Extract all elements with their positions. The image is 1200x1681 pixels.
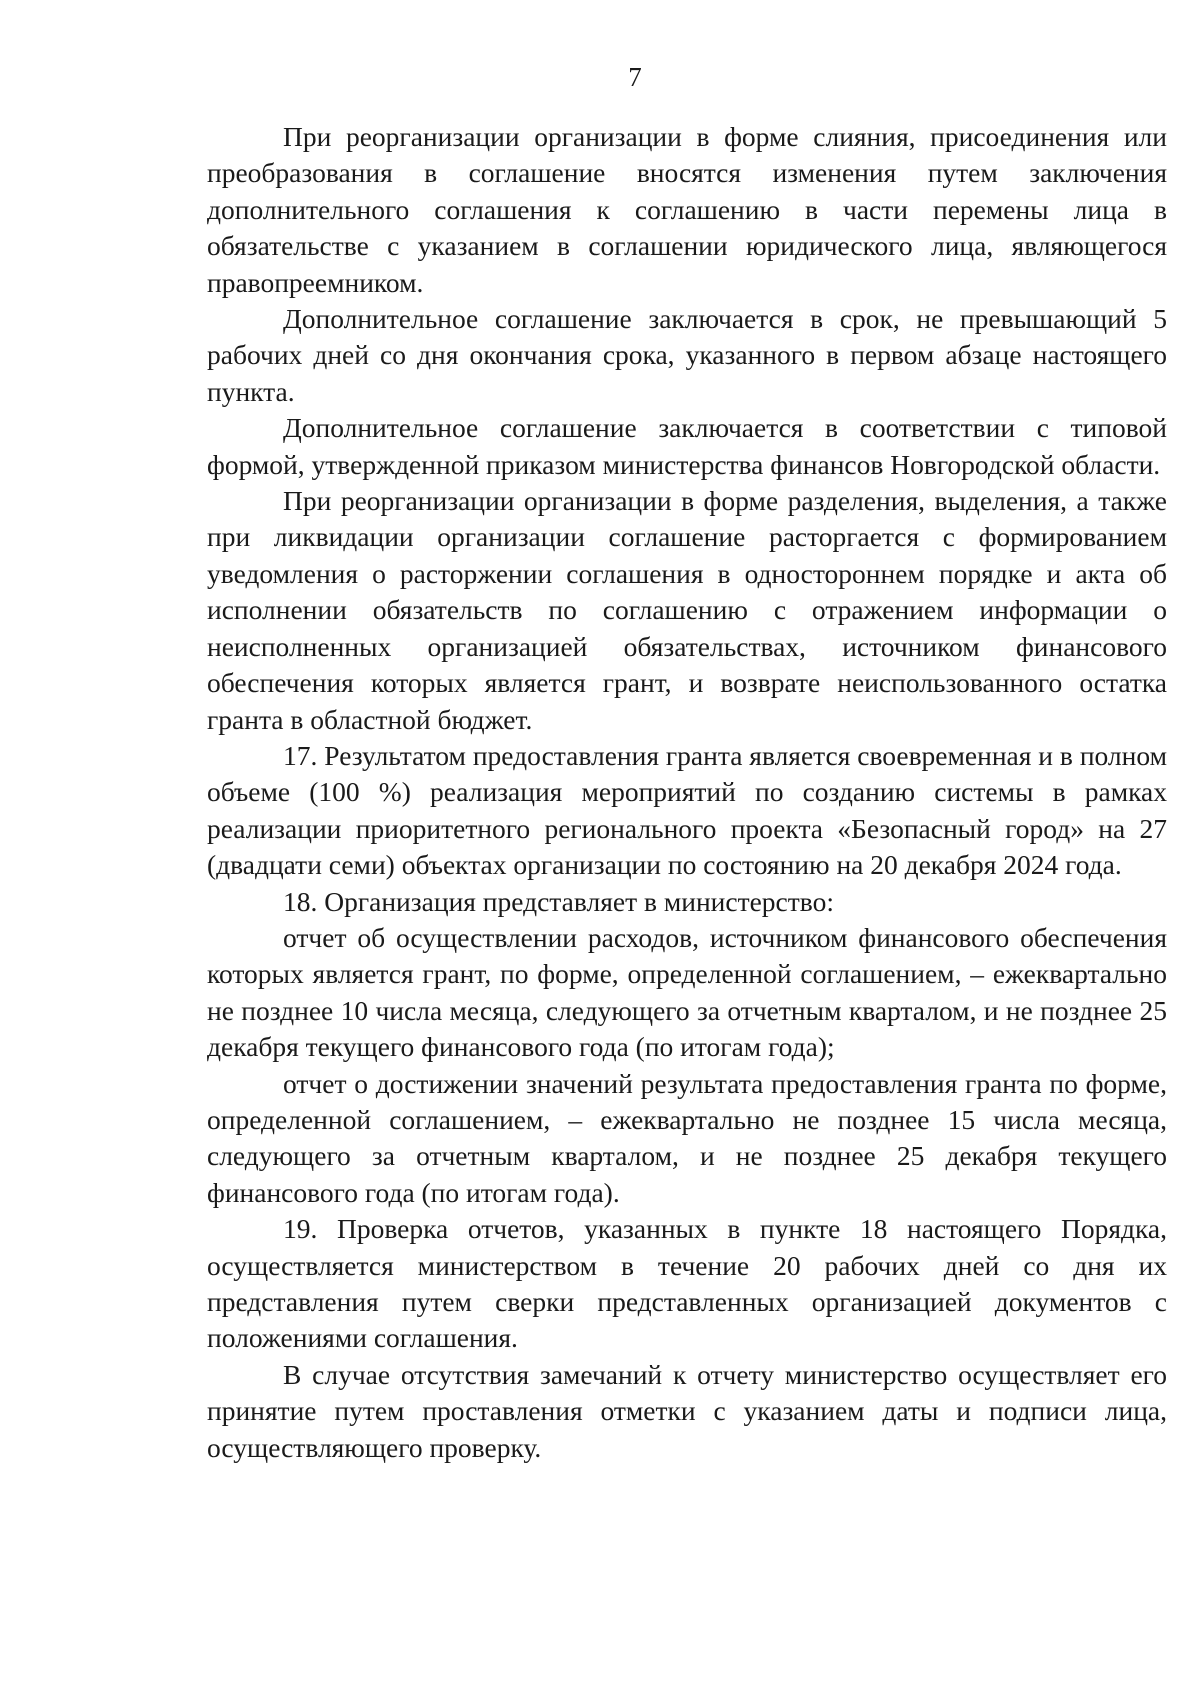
paragraph-reorganization-merger: При реорганизации организации в форме слияния, присоединения или преобразования в соглашение вносятся изменения путем заключения дополнительного соглашения к соглашению в части перемены лица в обязательстве с указанием в соглашении юридического лица, являющегося правопреемником.: [207, 121, 1167, 298]
paragraph-item-17: 17. Результатом предоставления гранта является своевременная и в полном объеме (100 %) реализация мероприятий по созданию системы в рамках реализации приоритетного регионального проекта «Безопасный город» на 27 (двадцати семи) объектах организации по состоянию на 20 декабря 2024 года.: [207, 739, 1167, 881]
page-number: 7: [628, 62, 642, 92]
paragraph-report-acceptance: В случае отсутствия замечаний к отчету министерство осуществляет его принятие путем проставления отметки с указанием даты и подписи лица, осуществляющего проверку.: [207, 1358, 1167, 1463]
paragraph-reorganization-division: При реорганизации организации в форме разделения, выделения, а также при ликвидации организации соглашение расторгается с формированием уведомления о расторжении соглашения в одностороннем порядке и акта об исполнении обязательств по соглашению с отражением информации о неисполненных организацией обязательствах, источником финансового обеспечения которых является грант, и возврате неиспользованного остатка гранта в областной бюджет.: [207, 485, 1167, 735]
paragraph-additional-agreement-form: Дополнительное соглашение заключается в соответствии с типовой формой, утвержденной приказом министерства финансов Новгородской области.: [207, 412, 1167, 480]
document-body: [207, 119, 1167, 1466]
paragraph-additional-agreement-term: Дополнительное соглашение заключается в срок, не превышающий 5 рабочих дней со дня окончания срока, указанного в первом абзаце настоящего пункта.: [207, 303, 1167, 407]
paragraph-item-19: 19. Проверка отчетов, указанных в пункте 18 настоящего Порядка, осуществляется министерством в течение 20 рабочих дней со дня их представления путем сверки представленных организацией документов с положениями соглашения.: [207, 1213, 1167, 1354]
paragraph-item-18: 18. Организация представляет в министерство:: [283, 885, 834, 917]
paragraph-result-report: отчет о достижении значений результата предоставления гранта по форме, определенной соглашением, – ежеквартально не позднее 15 числа месяца, следующего за отчетным кварталом, и не позднее 25 декабря текущего финансового года (по итогам года).: [207, 1067, 1167, 1208]
paragraph-expense-report: отчет об осуществлении расходов, источником финансового обеспечения которых является грант, по форме, определенной соглашением, – ежеквартально не позднее 10 числа месяца, следующего за отчетным кварталом, и не позднее 25 декабря текущего финансового года (по итогам года);: [207, 921, 1167, 1063]
